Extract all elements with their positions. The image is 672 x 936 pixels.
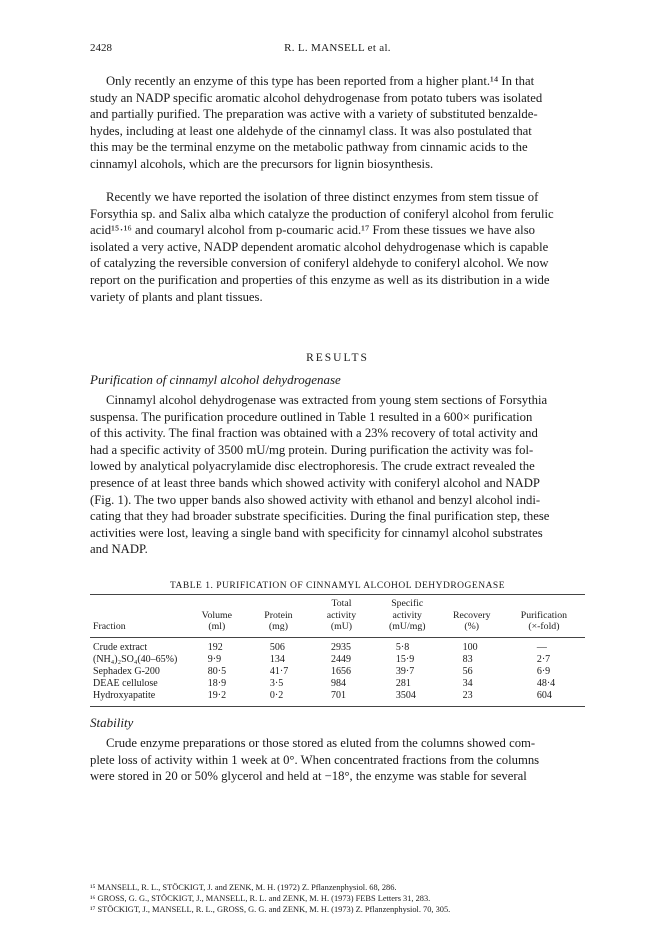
table-row — [90, 666, 585, 678]
table-cell: 15·9 — [395, 653, 415, 665]
table-cell: 0·2 — [269, 689, 284, 701]
table-cell: 1656 — [331, 665, 352, 677]
table-cell: 3504 — [395, 689, 416, 701]
footnote: ¹⁵ MANSELL, R. L., STÖCKIGT, J. and ZENK, M. H. (1972) Z. Pflanzenphysiol. 68, 286. — [90, 883, 397, 892]
purification-subheading: Purification of cinnamyl alcohol dehydrogenase — [90, 372, 341, 387]
table-cell: 2935 — [331, 641, 352, 653]
table-cell: 192 — [207, 641, 223, 653]
table-cell: — — [536, 641, 547, 653]
table-cell: 134 — [269, 653, 285, 665]
table-cell: 18·9 — [207, 677, 227, 689]
table-header-row — [90, 595, 585, 638]
table-cell: 3·5 — [269, 677, 284, 689]
results-heading: RESULTS — [306, 352, 369, 364]
running-title: R. L. MANSELL et al. — [284, 42, 391, 54]
table-cell: 80·5 — [207, 665, 227, 677]
table-cell: 83 — [462, 653, 473, 665]
stability-paragraph: Crude enzyme preparations or those stored as eluted from the columns showed com- plete loss of activity within 1 week at 0°. When concentrated fractions from the columns were stored in 20 or 50% glycerol and held at −18°, the enzyme was stable for several — [90, 736, 540, 784]
table-cell: DEAE cellulose — [93, 677, 158, 689]
purification-table — [90, 594, 585, 701]
table-cell: (NH₄)₂SO₄(40–65%) — [93, 653, 178, 665]
footnotes — [90, 882, 585, 915]
table-row — [90, 690, 585, 707]
running-head — [90, 42, 585, 58]
page-number: 2428 — [90, 42, 112, 54]
table-cell: 41·7 — [269, 665, 289, 677]
table-row — [90, 678, 585, 690]
table-cell: 9·9 — [207, 653, 222, 665]
table-cell: 23 — [462, 689, 473, 701]
table-cell: 6·9 — [536, 665, 551, 677]
column-header: Total activity (mU) — [326, 598, 357, 632]
table-cell: 100 — [462, 641, 478, 653]
table-caption: TABLE 1. PURIFICATION OF CINNAMYL ALCOHOL DEHYDROGENASE — [169, 581, 506, 591]
table-cell: 506 — [269, 641, 285, 653]
intro-paragraph-2: Recently we have reported the isolation of three distinct enzymes from stem tissue of Forsythia sp. and Salix alba which catalyze the production of coniferyl alcohol from ferulic acid¹⁵·¹⁶ and coumaryl alcohol from p-coumaric acid.¹⁷ From these tissues we have also isolated a very active, NADP dependent aromatic alcohol dehydrogenase which is capable of catalyzing the reversible conversion of coniferyl aldehyde to coniferyl alcohol. We now report on the purification and properties of this enzyme as well as its distribution in a wide variety of plants and plant tissues. — [90, 190, 554, 304]
table-cell: 56 — [462, 665, 473, 677]
table-cell: 604 — [536, 689, 552, 701]
column-header: Recovery (%) — [452, 609, 491, 632]
column-header: Volume (ml) — [201, 609, 232, 632]
table-cell: Hydroxyapatite — [93, 689, 156, 701]
table-cell: 39·7 — [395, 665, 415, 677]
table-row — [90, 637, 585, 654]
purification-paragraph: Cinnamyl alcohol dehydrogenase was extracted from young stem sections of Forsythia suspensa. The purification procedure outlined in Table 1 resulted in a 600× purification of this activity. The final fraction was obtained with a 23% recovery of total activity and had a specific activity of 3500 mU/mg protein. During purification the activity was fol- lowed by analytical polyacrylamide disc electrophoresis. The crude extract revealed the presence of at least three bands which showed activity with coniferyl alcohol and NADP (Fig. 1). The two upper bands also showed activity with ethanol and benzyl alcohol indi- cating that they had broader substrate specificities. During the final purification step, these activities were lost, leaving a single band with specificity for cinnamyl alcohol substrates and NADP. — [90, 393, 550, 557]
column-header: Protein (mg) — [264, 609, 293, 632]
footnote: ¹⁶ GROSS, G. G., STÖCKIGT, J., MANSELL, R. L. and ZENK, M. H. (1973) FEBS Letters 31, 283. — [90, 894, 431, 903]
table-cell: 19·2 — [207, 689, 227, 701]
table-cell: Crude extract — [93, 641, 148, 653]
table-cell: 281 — [395, 677, 411, 689]
column-header: Fraction — [93, 621, 126, 632]
column-header: Purification (×-fold) — [520, 609, 568, 632]
column-header: Specific activity (mU/mg) — [389, 598, 426, 632]
table-cell: 2·7 — [536, 653, 551, 665]
table-cell: 34 — [462, 677, 473, 689]
intro-paragraph-1: Only recently an enzyme of this type has been reported from a higher plant.¹⁴ In that study an NADP specific aromatic alcohol dehydrogenase from potato tubers was isolated and partially purified. The preparation was active with a variety of substituted benzalde- hydes, including at least one aldehyde of the cinnamyl class. It was also postulated that this may be the terminal enzyme on the metabolic pathway from cinnamic acids to the cinnamyl alcohols, which are the precursors for lignin biosynthesis. — [90, 74, 543, 171]
table-cell: Sephadex G-200 — [93, 665, 160, 677]
table-cell: 5·8 — [395, 641, 410, 653]
table-cell: 48·4 — [536, 677, 556, 689]
table-cell: 984 — [331, 677, 347, 689]
table-row — [90, 654, 585, 666]
footnote: ¹⁷ STÖCKIGT, J., MANSELL, R. L., GROSS, G. G. and ZENK, M. H. (1973) Z. Pflanzenphysiol. 70, 305. — [90, 905, 451, 914]
stability-subheading: Stability — [90, 715, 134, 730]
table-cell: 701 — [331, 689, 347, 701]
table-cell: 2449 — [331, 653, 352, 665]
